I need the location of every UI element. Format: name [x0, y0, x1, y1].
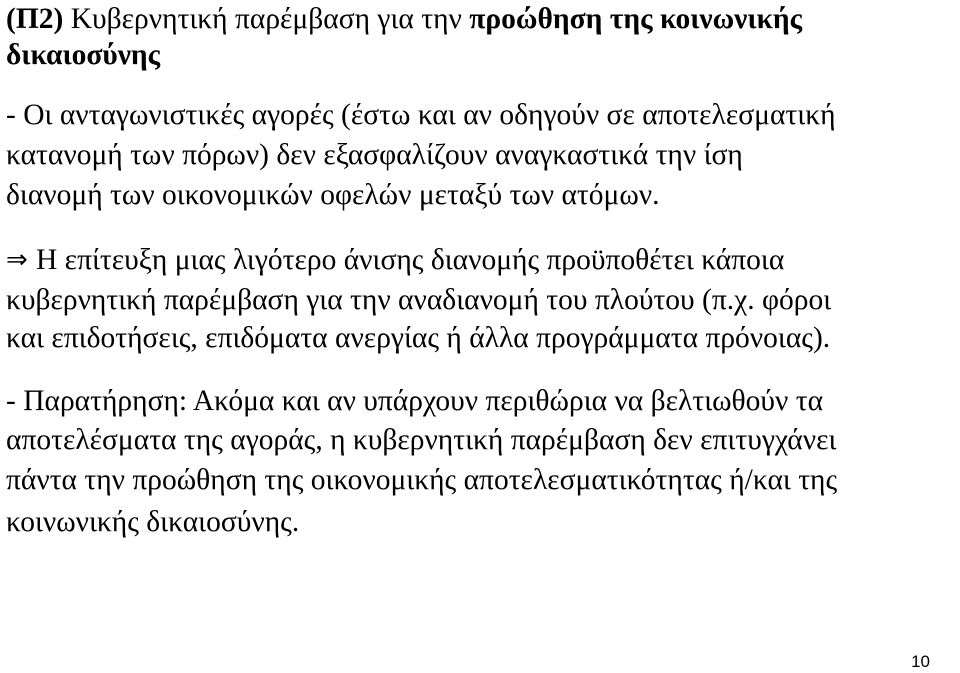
implication-line-1: [6, 243, 784, 277]
point-1-line-1: - Οι ανταγωνιστικές αγορές (έστω και αν οδηγούν σε αποτελεσματική: [6, 99, 836, 131]
heading-line-2: δικαιοσύνης: [6, 39, 161, 71]
heading-emphasis: προώθηση της κοινωνικής: [469, 3, 803, 35]
heading-line-1: [6, 2, 802, 36]
point-1-line-2: κατανομή των πόρων) δεν εξασφαλίζουν αναγκαστικά την ίση: [6, 139, 743, 171]
implication-text: Η επίτευξη μιας λιγότερο άνισης διανομής προϋποθέτει κάποια: [36, 244, 785, 276]
point-2-line-4: κοινωνικής δικαιοσύνης.: [6, 506, 300, 538]
implication-line-2: κυβερνητική παρέμβαση για την αναδιανομή του πλούτου (π.χ. φόροι: [6, 284, 832, 316]
implication-line-3: και επιδοτήσεις, επιδόματα ανεργίας ή άλλα προγράμματα πρόνοιας).: [6, 322, 831, 354]
point-1-line-3: διανομή των οικονομικών οφελών μεταξύ των ατόμων.: [6, 179, 660, 211]
heading-label: (Π2): [6, 3, 64, 35]
heading-text: Κυβερνητική παρέμβαση για την: [63, 3, 470, 35]
page-number: 10: [911, 652, 930, 671]
point-2-line-1: - Παρατήρηση: Ακόμα και αν υπάρχουν περιθώρια να βελτιωθούν τα: [6, 385, 824, 417]
point-2-line-3: πάντα την προώθηση της οικονομικής αποτελεσματικότητας ή/και της: [6, 464, 838, 496]
point-2-line-2: αποτελέσματα της αγοράς, η κυβερνητική παρέμβαση δεν επιτυγχάνει: [6, 424, 837, 456]
implies-arrow-icon: ⇒: [6, 245, 28, 275]
